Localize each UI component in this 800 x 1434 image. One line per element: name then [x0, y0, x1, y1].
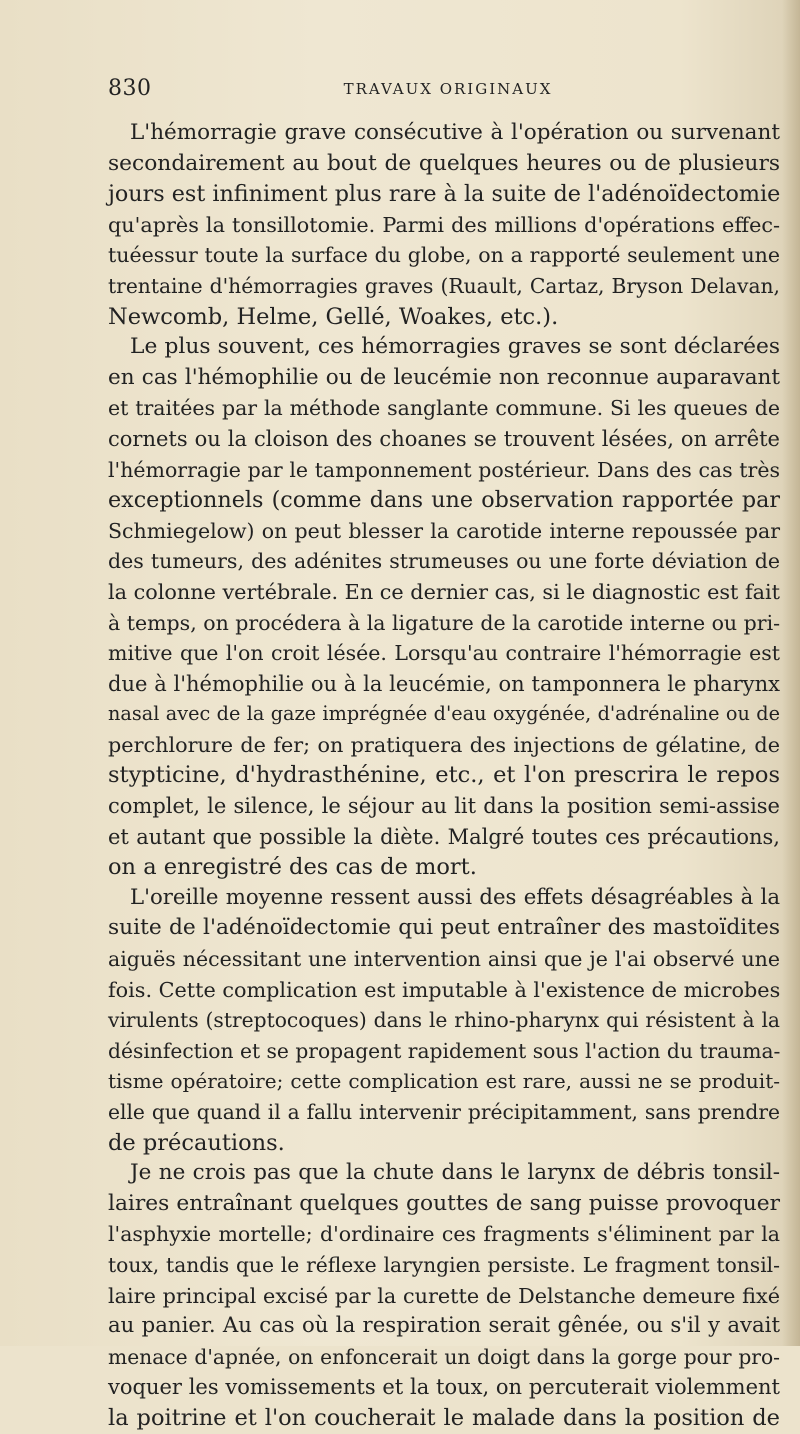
page-header	[108, 72, 778, 112]
text-line: des tumeurs, des adénites strumeuses ou une forte déviation de	[108, 549, 780, 574]
text-line: virulents (streptocoques) dans le rhino-pharynx qui résistent à la	[108, 1008, 780, 1033]
text-line: de précautions.	[108, 1129, 285, 1156]
text-line: fois. Cette complication est imputable à l'existence de microbes	[108, 977, 781, 1002]
text-line: aiguës nécessitant une intervention ainsi que je l'ai observé une	[108, 947, 780, 972]
text-line: exceptionnels (comme dans une observation rapportée par	[108, 487, 780, 514]
text-line: stypticine, d'hydrasthénine, etc., et l'on prescrira le repos	[108, 762, 780, 789]
text-line: la poitrine et l'on coucherait le malade dans la position de	[108, 1404, 780, 1431]
text-line: Newcomb, Helme, Gellé, Woakes, etc.).	[108, 303, 559, 330]
text-line: et autant que possible la diète. Malgré toutes ces précautions,	[108, 824, 780, 849]
text-line: Le plus souvent, ces hémorragies graves se sont déclarées	[130, 334, 780, 360]
body-text	[108, 118, 780, 1434]
text-line: à temps, on procédera à la ligature de la carotide interne ou pri-	[108, 610, 781, 635]
text-line: nasal avec de la gaze imprégnée d'eau oxygénée, d'adrénaline ou de	[108, 702, 780, 726]
text-line: menace d'apnée, on enfoncerait un doigt dans la gorge pour pro-	[108, 1344, 780, 1369]
text-line: au panier. Au cas où la respiration serait gênée, ou s'il y avait	[108, 1313, 780, 1339]
text-line: L'oreille moyenne ressent aussi des effets désagréables à la	[130, 884, 780, 910]
text-line: perchlorure de fer; on pratiquera des injections de gélatine, de	[108, 732, 780, 757]
text-line: mitive que l'on croit lésée. Lorsqu'au contraire l'hémorragie est	[108, 641, 780, 666]
text-line: laires entraînant quelques gouttes de sang puisse provoquer	[108, 1190, 780, 1216]
text-line: la colonne vertébrale. En ce dernier cas, si le diagnostic est fait	[108, 579, 780, 604]
text-line: l'hémorragie par le tamponnement postérieur. Dans des cas très	[108, 457, 780, 482]
text-line: due à l'hémophilie ou à la leucémie, on tamponnera le pharynx	[108, 671, 780, 696]
text-line: et traitées par la méthode sanglante commune. Si les queues de	[108, 396, 780, 421]
text-line: suite de l'adénoïdectomie qui peut entraîner des mastoïdites	[108, 915, 780, 941]
text-line: on a enregistré des cas de mort.	[108, 854, 477, 881]
text-line: Schmiegelow) on peut blesser la carotide interne repoussée par	[108, 518, 780, 543]
text-line: toux, tandis que le réflexe laryngien persiste. Le fragment tonsil-	[108, 1252, 780, 1277]
text-line: désinfection et se propagent rapidement sous l'action du trauma-	[108, 1038, 781, 1063]
page-number: 830	[108, 76, 152, 101]
text-line: tuéessur toute la surface du globe, on a rapporté seulement une	[108, 243, 780, 268]
text-line: l'asphyxie mortelle; d'ordinaire ces fragments s'éliminent par la	[108, 1222, 780, 1247]
text-line: elle que quand il a fallu intervenir précipitamment, sans prendre	[108, 1100, 780, 1124]
text-line: jours est infiniment plus rare à la suite de l'adénoïdectomie	[108, 181, 781, 208]
text-line: voquer les vomissements et la toux, on percuterait violemment	[108, 1375, 780, 1400]
text-line: Je ne crois pas que la chute dans le larynx de débris tonsil-	[130, 1160, 780, 1186]
text-line: laire principal excisé par la curette de Delstanche demeure fixé	[108, 1283, 780, 1308]
page-edge-shadow	[782, 0, 800, 1346]
text-line: en cas l'hémophilie ou de leucémie non reconnue auparavant	[108, 364, 780, 390]
text-line: tisme opératoire; cette complication est rare, aussi ne se produit-	[108, 1069, 780, 1094]
text-line: cornets ou la cloison des choanes se trouvent lésées, on arrête	[108, 426, 780, 451]
text-line: L'hémorragie grave consécutive à l'opération ou survenant	[130, 120, 780, 145]
text-line: complet, le silence, le séjour au lit dans la position semi-assise	[108, 794, 780, 819]
text-line: qu'après la tonsillotomie. Parmi des millions d'opérations effec-	[108, 212, 780, 237]
text-line: secondairement au bout de quelques heures ou de plusieurs	[108, 150, 780, 176]
running-head: TRAVAUX ORIGINAUX	[343, 80, 553, 98]
text-line: trentaine d'hémorragies graves (Ruault, Cartaz, Bryson Delavan,	[108, 273, 780, 298]
